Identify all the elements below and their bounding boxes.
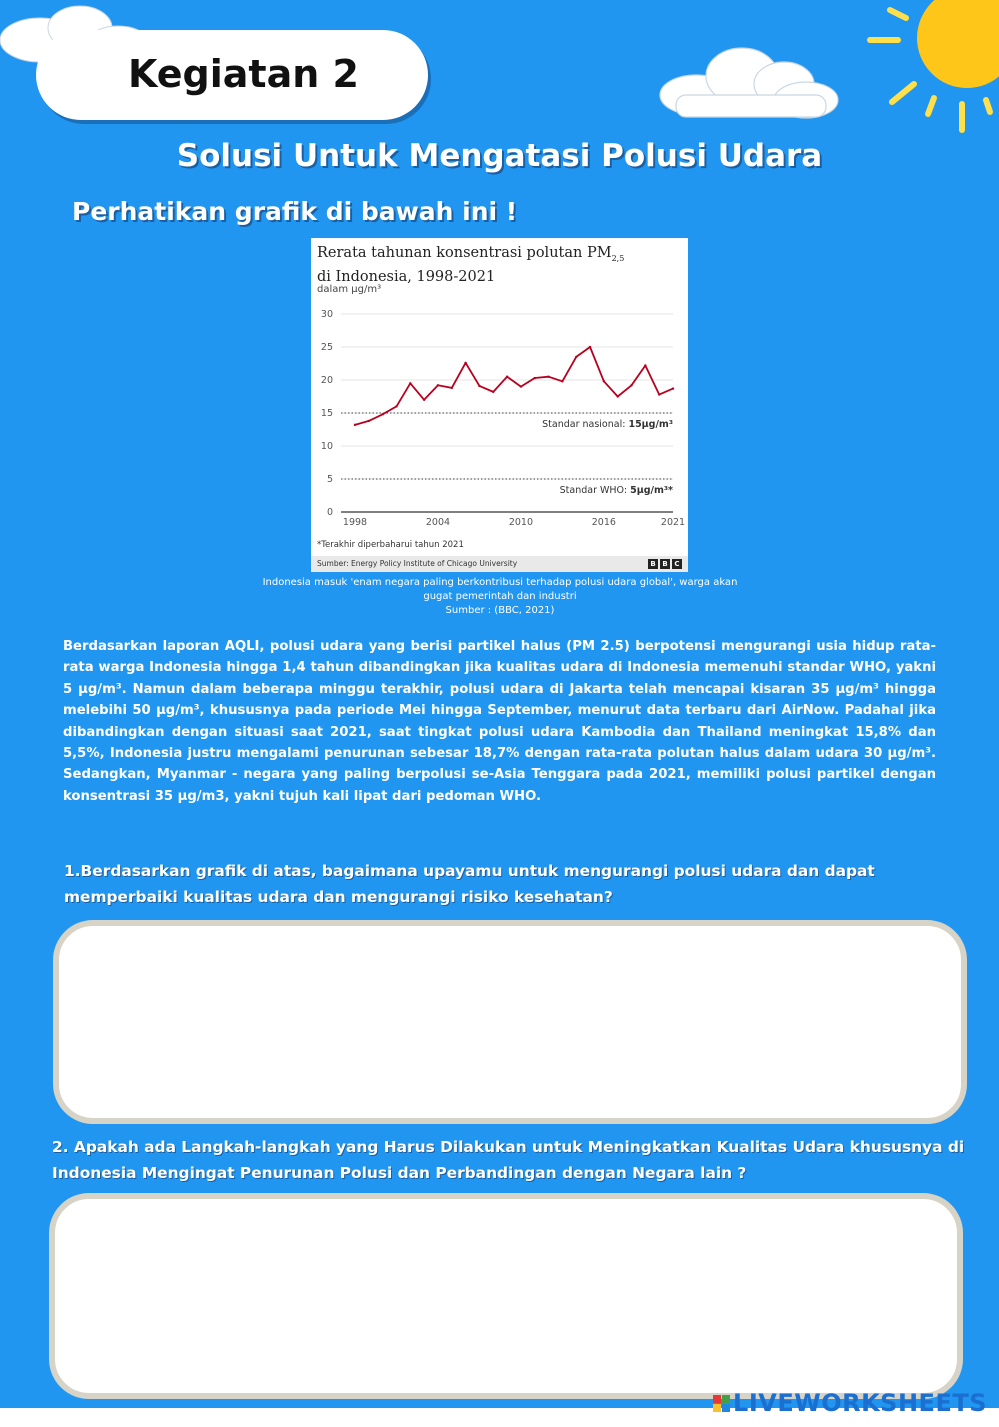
- data-point: [478, 385, 480, 387]
- data-point: [506, 376, 508, 378]
- activity-title: Kegiatan 2: [128, 52, 359, 96]
- liveworksheets-logo: [713, 1388, 987, 1418]
- caption-source: Sumber : (BBC, 2021): [445, 605, 555, 616]
- chart-source-bar: [311, 556, 688, 572]
- x-tick-label: 2021: [660, 517, 686, 528]
- chart-title-line2: di Indonesia, 1998-2021: [317, 268, 496, 285]
- page-heading: Solusi Untuk Mengatasi Polusi Udara: [176, 138, 823, 174]
- chart-source: Sumber: Energy Policy Institute of Chicago University: [317, 559, 518, 568]
- chart-unit: dalam µg/m³: [317, 284, 382, 295]
- data-point: [437, 384, 439, 386]
- data-point: [603, 380, 605, 382]
- data-point: [658, 393, 660, 395]
- chart-title-subscript: 2,5: [611, 253, 625, 263]
- data-point: [630, 384, 632, 386]
- data-point: [409, 382, 411, 384]
- data-point: [368, 420, 370, 422]
- bbc-logo-letter: B: [648, 559, 658, 569]
- data-point: [492, 391, 494, 393]
- y-tick-label: 0: [326, 507, 333, 518]
- page-subheading: Perhatikan grafik di bawah ini !: [72, 197, 518, 226]
- data-point: [616, 395, 618, 397]
- liveworksheets-brand: LIVEWORKSHEETS: [733, 1389, 987, 1417]
- caption-line-1: Indonesia masuk 'enam negara paling berkontribusi terhadap polusi udara global', warga akan: [262, 577, 738, 588]
- y-tick-label: 20: [320, 375, 333, 386]
- bbc-logo-letter: B: [660, 559, 670, 569]
- x-tick-label: 2016: [591, 517, 616, 528]
- pm25-line-chart: [311, 300, 688, 538]
- reference-line-label: Standar nasional: 15µg/m³: [542, 419, 673, 430]
- y-tick-label: 25: [320, 342, 333, 353]
- bbc-logo: [648, 559, 682, 569]
- y-tick-label: 30: [320, 309, 333, 320]
- question-1: 1.Berdasarkan grafik di atas, bagaimana upayamu untuk mengurangi polusi udara dan dapat memperbaiki kualitas udara dan mengurangi risiko kesehatan?: [64, 862, 875, 906]
- x-tick-label: 1998: [342, 517, 368, 528]
- question-2: 2. Apakah ada Langkah-langkah yang Harus Dilakukan untuk Meningkatkan Kualitas Udara khususnya di Indonesia Mengingat Penurunan Polusi dan Perbandingan dengan Negara lain ?: [52, 1138, 965, 1182]
- y-tick-label: 5: [326, 474, 333, 485]
- chart-caption: [200, 576, 800, 618]
- data-point: [534, 377, 536, 379]
- activity-title-pill: [36, 30, 428, 120]
- caption-line-2: gugat pemerintah dan industri: [423, 591, 577, 602]
- chart-note: *Terakhir diperbaharui tahun 2021: [317, 540, 464, 550]
- data-point: [423, 399, 425, 401]
- x-tick-label: 2004: [425, 517, 451, 528]
- sun-icon: [862, 0, 999, 140]
- answer-box-2[interactable]: [49, 1193, 963, 1399]
- reading-paragraph: Berdasarkan laporan AQLI, polusi udara yang berisi partikel halus (PM 2.5) berpotensi mengurangi usia hidup rata-rata warga Indonesia hingga 1,4 tahun dibandingkan jika kualitas udara di Indonesia memenuhi standar WHO, yakni 5 µg/m³. Namun dalam beberapa minggu terakhir, polusi udara di Jakarta telah mencapai kisaran 35 µg/m³ hingga melebihi 50 µg/m³, khususnya pada periode Mei hingga September, menurut data terbaru dari AirNow. Padahal jika dibandingkan dengan situasi saat 2021, saat tingkat polusi udara Kambodia dan Thailand meningkat 15,8% dan 5,5%, Indonesia justru mengalami penurunan sebesar 18,7% dengan rata-rata polutan halus dalam udara 30 µg/m³. Sedangkan, Myanmar - negara yang paling berpolusi se-Asia Tenggara pada 2021, memiliki polusi partikel dengan konsentrasi 35 µg/m3, yakni tujuh kali lipat dari pedoman WHO.: [63, 639, 936, 804]
- data-point: [451, 387, 453, 389]
- data-point: [561, 380, 563, 382]
- bbc-logo-letter: C: [672, 559, 682, 569]
- data-point: [381, 413, 383, 415]
- x-tick-label: 2010: [508, 517, 534, 528]
- y-tick-label: 15: [320, 408, 333, 419]
- pm25-chart-card: [311, 238, 688, 572]
- data-point: [354, 424, 356, 426]
- data-point: [644, 364, 646, 366]
- answer-box-1[interactable]: [53, 920, 967, 1124]
- liveworksheets-mark-icon: [713, 1395, 730, 1412]
- data-point: [464, 362, 466, 364]
- y-tick-label: 10: [320, 441, 333, 452]
- data-point: [520, 385, 522, 387]
- reference-line-label: Standar WHO: 5µg/m³*: [559, 485, 673, 496]
- data-point: [547, 376, 549, 378]
- data-point: [395, 405, 397, 407]
- data-point: [575, 356, 577, 358]
- data-point: [589, 346, 591, 348]
- cloud-top-right-icon: [656, 40, 844, 124]
- data-point: [672, 387, 674, 389]
- chart-title: [317, 244, 624, 286]
- chart-title-main: Rerata tahunan konsentrasi polutan PM: [317, 245, 612, 261]
